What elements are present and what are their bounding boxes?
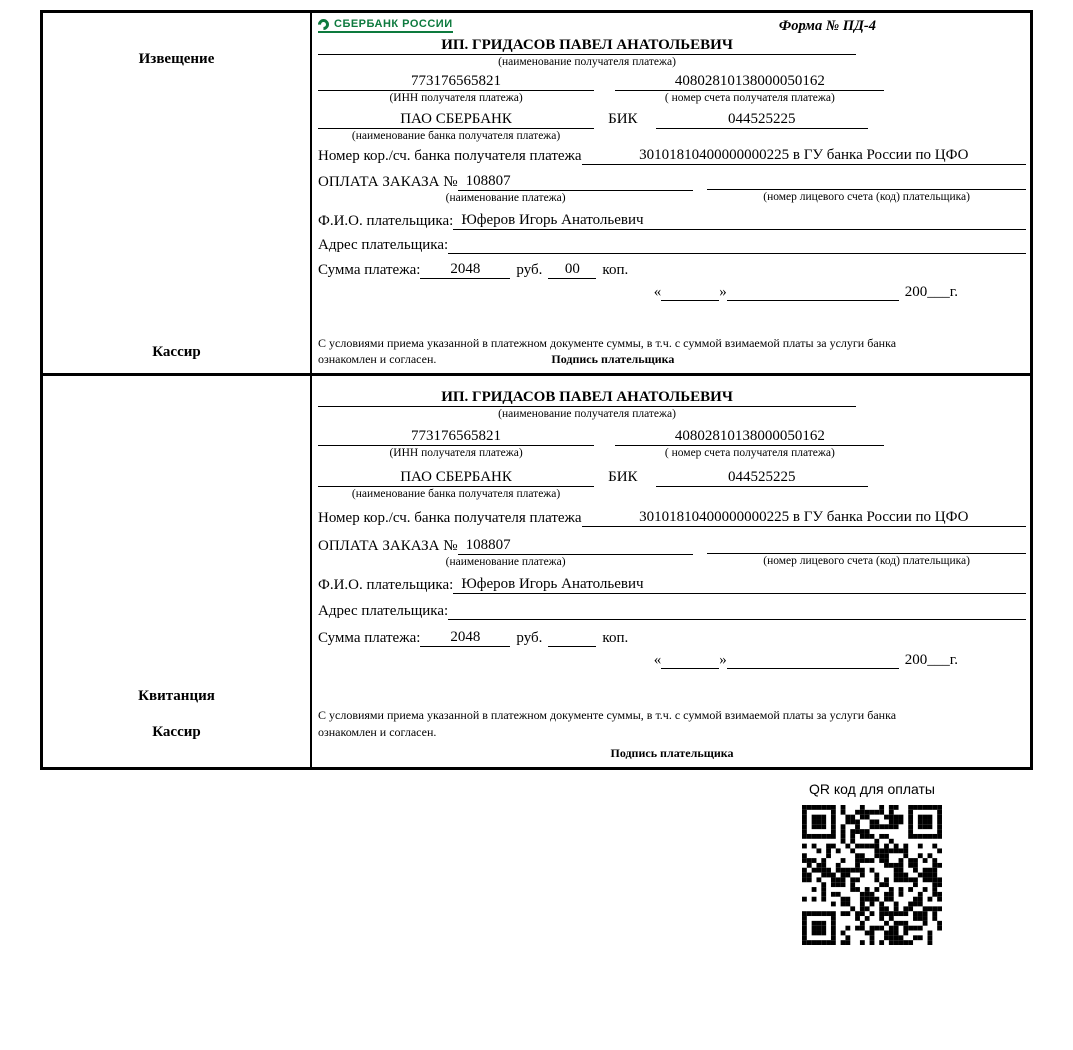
- payee-account: 40802810138000050162: [615, 72, 884, 91]
- receipt-side-column: [43, 376, 312, 767]
- kop-label: коп.: [602, 629, 629, 646]
- date-quote-open: «: [653, 651, 662, 668]
- signature-label: Подпись плательщика: [610, 745, 734, 760]
- payer-name-label: Ф.И.О. плательщика:: [318, 212, 454, 229]
- corr-account: 30101810400000000225 в ГУ банка России по ЦФО: [582, 508, 1026, 527]
- date-year: 200___г.: [904, 651, 958, 668]
- personal-account-caption: (номер лицевого счета (код) плательщика): [763, 191, 970, 204]
- cashier-label: Кассир: [152, 344, 201, 360]
- bank-name: ПАО СБЕРБАНК: [318, 468, 594, 487]
- corr-account: 30101810400000000225 в ГУ банка России по ЦФО: [582, 146, 1026, 165]
- agreement-text: [318, 335, 1026, 367]
- payer-address-blank: [448, 602, 1026, 620]
- cashier-label: Кассир: [152, 724, 201, 740]
- payee-caption: (наименование получателя платежа): [498, 56, 676, 68]
- notice-section: [43, 13, 1030, 373]
- payment-name-label: ОПЛАТА ЗАКАЗА №: [318, 174, 458, 191]
- sum-rubles: 2048: [420, 628, 510, 647]
- account-caption: ( номер счета получателя платежа): [664, 92, 835, 105]
- payee-inn: 773176565821: [318, 427, 594, 446]
- notice-label: Извещение: [138, 51, 215, 67]
- inn-caption: (ИНН получателя платежа): [389, 92, 523, 105]
- signature-label: Подпись плательщика: [551, 351, 675, 366]
- sberbank-logo: [318, 18, 453, 33]
- bik-label: БИК: [608, 110, 638, 127]
- payee-caption: (наименование получателя платежа): [498, 408, 676, 420]
- bik-value: 044525225: [656, 468, 868, 487]
- sum-rubles: 2048: [420, 260, 510, 279]
- form-number: Форма № ПД-4: [778, 18, 876, 34]
- inn-caption: (ИНН получателя платежа): [389, 447, 523, 460]
- order-number: 108807: [458, 172, 694, 191]
- date-quote-close: »: [719, 651, 727, 668]
- date-month-blank: [727, 651, 899, 669]
- receipt-section: [43, 373, 1030, 767]
- payee-name: ИП. ГРИДАСОВ ПАВЕЛ АНАТОЛЬЕВИЧ: [318, 36, 856, 55]
- corr-label: Номер кор./сч. банка получателя платежа: [318, 148, 582, 165]
- payer-address-blank: [448, 236, 1026, 254]
- kop-label: коп.: [602, 261, 629, 278]
- payment-form-pd4: [40, 10, 1033, 770]
- payment-name-label: ОПЛАТА ЗАКАЗА №: [318, 538, 458, 555]
- agreement-line2: ознакомлен и согласен.: [318, 351, 437, 366]
- date-quote-close: »: [719, 283, 727, 300]
- sberbank-logo-icon: [316, 16, 332, 32]
- payer-address-label: Адрес плательщика:: [318, 602, 449, 619]
- rub-label: руб.: [516, 629, 543, 646]
- payee-name: ИП. ГРИДАСОВ ПАВЕЛ АНАТОЛЬЕВИЧ: [318, 388, 856, 407]
- bank-caption: (наименование банка получателя платежа): [351, 129, 561, 142]
- agreement-line2: ознакомлен и согласен.: [318, 724, 437, 739]
- date-year: 200___г.: [904, 283, 958, 300]
- account-caption: ( номер счета получателя платежа): [664, 447, 835, 460]
- rub-label: руб.: [516, 261, 543, 278]
- personal-account-blank: [707, 536, 1026, 554]
- date-quote-open: «: [653, 283, 662, 300]
- corr-label: Номер кор./сч. банка получателя платежа: [318, 510, 582, 527]
- order-number: 108807: [458, 536, 694, 555]
- qr-label: QR код для оплаты: [808, 781, 935, 797]
- receipt-content: [312, 376, 1030, 767]
- date-day-blank: [661, 283, 719, 301]
- sum-kopecks-blank: [548, 629, 596, 647]
- agreement-text: [318, 707, 1026, 761]
- bik-value: 044525225: [656, 110, 868, 129]
- receipt-label: Квитанция: [138, 688, 215, 704]
- payment-caption: (наименование платежа): [445, 192, 566, 205]
- payee-account: 40802810138000050162: [615, 427, 884, 446]
- qr-code: [802, 805, 942, 945]
- bank-name: ПАО СБЕРБАНК: [318, 110, 594, 129]
- notice-content: [312, 13, 1030, 373]
- sberbank-logo-text: СБЕРБАНК РОССИИ: [334, 18, 453, 30]
- payee-inn: 773176565821: [318, 72, 594, 91]
- sum-label: Сумма платежа:: [318, 629, 421, 646]
- payer-address-label: Адрес плательщика:: [318, 236, 449, 253]
- date-month-blank: [727, 283, 899, 301]
- bank-caption: (наименование банка получателя платежа): [351, 487, 561, 500]
- payment-caption: (наименование платежа): [445, 556, 566, 569]
- notice-side-column: [43, 13, 312, 373]
- bik-label: БИК: [608, 468, 638, 485]
- personal-account-blank: [707, 172, 1026, 190]
- payer-name: Юферов Игорь Анатольевич: [453, 575, 1026, 594]
- payer-name-label: Ф.И.О. плательщика:: [318, 576, 454, 593]
- date-day-blank: [661, 651, 719, 669]
- agreement-line1: С условиями приема указанной в платежном документе суммы, в т.ч. с суммой взимаемой платы за услуги банка: [318, 708, 897, 723]
- agreement-line1: С условиями приема указанной в платежном документе суммы, в т.ч. с суммой взимаемой платы за услуги банка: [318, 335, 897, 350]
- payer-name: Юферов Игорь Анатольевич: [453, 211, 1026, 230]
- qr-section: [786, 781, 958, 945]
- sum-label: Сумма платежа:: [318, 261, 421, 278]
- personal-account-caption: (номер лицевого счета (код) плательщика): [763, 555, 970, 568]
- sum-kopecks: 00: [548, 260, 596, 279]
